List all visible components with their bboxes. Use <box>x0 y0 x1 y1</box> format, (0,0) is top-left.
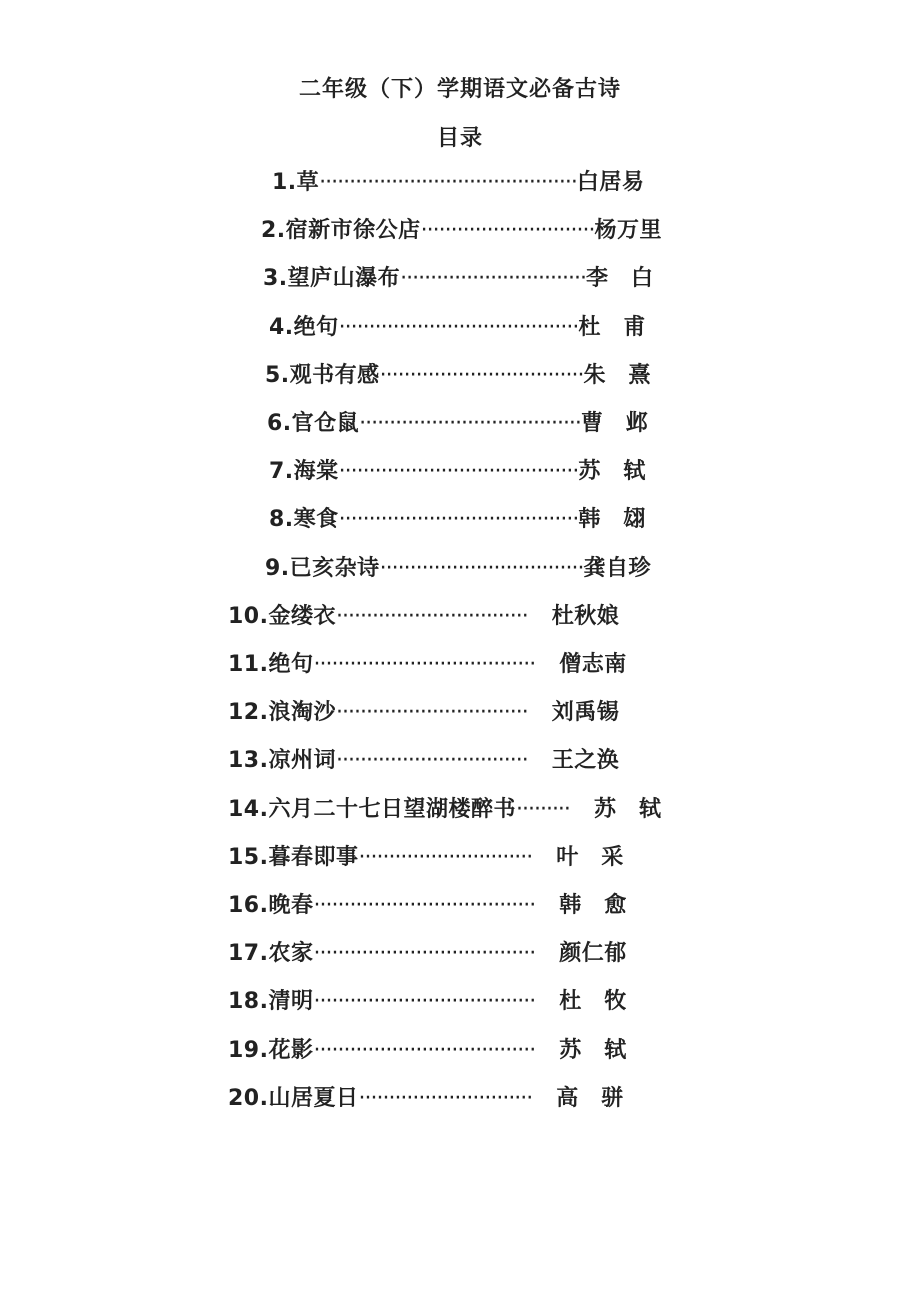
toc-entry-leader: ····································· <box>359 411 581 436</box>
toc-entry-leader: ··········································· <box>319 170 577 195</box>
toc-entry-title: 19.花影 <box>228 1038 314 1063</box>
toc-entry-leader: ····································· <box>313 989 536 1014</box>
toc-entry <box>267 409 648 439</box>
toc-entry-title: 5.观书有感 <box>265 363 380 388</box>
toc-entry-leader: ································ <box>335 604 528 629</box>
toc-entry-title: 4.绝句 <box>269 315 339 340</box>
toc-entry <box>228 1036 627 1066</box>
toc-entry-title: 17.农家 <box>228 941 314 966</box>
toc-heading: 目录 <box>436 126 483 151</box>
toc-entry-author: 杜 牧 <box>559 989 627 1014</box>
toc-entry-leader: ·································· <box>379 556 584 581</box>
toc-entry-title: 11.绝句 <box>228 652 314 677</box>
toc-entry-title: 18.清明 <box>228 989 314 1014</box>
toc-entry-author: 韩 翃 <box>578 507 646 532</box>
toc-entry-author: 李 白 <box>585 266 654 291</box>
toc-entry <box>228 650 627 680</box>
toc-entry-author: 杨万里 <box>594 218 662 243</box>
toc-entry-title: 13.凉州词 <box>228 748 336 773</box>
toc-entry-author: 韩 愈 <box>559 893 627 918</box>
toc-entry <box>269 457 646 487</box>
toc-entry-author: 苏 轼 <box>559 1038 627 1063</box>
toc-entry-leader: ································ <box>335 700 528 725</box>
toc-entry <box>269 505 646 535</box>
toc-entry <box>269 313 646 343</box>
toc-entry-author: 朱 熹 <box>583 363 651 388</box>
toc-entry <box>272 168 644 198</box>
toc-entry-title: 15.暮春即事 <box>228 845 359 870</box>
toc-entry-title: 2.宿新市徐公店 <box>261 218 421 243</box>
toc-entry-title: 10.金缕衣 <box>228 604 336 629</box>
toc-entry-title: 7.海棠 <box>269 459 339 484</box>
toc-entry-title: 14.六月二十七日望湖楼醉书 <box>228 797 516 822</box>
toc-entry <box>228 891 627 921</box>
toc-entry <box>228 698 619 728</box>
toc-entry <box>228 795 661 825</box>
toc-entry-author: 刘禹锡 <box>551 700 620 725</box>
toc-entry-author: 白居易 <box>576 170 645 195</box>
toc-entry-title: 1.草 <box>272 170 320 195</box>
toc-entry-title: 12.浪淘沙 <box>228 700 336 725</box>
toc-entry-leader: ····························· <box>358 1086 533 1111</box>
toc-entry-leader: ····························· <box>420 218 595 243</box>
toc-entry-author: 龚自珍 <box>583 556 651 581</box>
toc-entry-title: 8.寒食 <box>269 507 339 532</box>
toc-entry <box>228 843 624 873</box>
toc-entry <box>261 216 662 246</box>
toc-entry <box>265 554 651 584</box>
toc-entry-leader: ································ <box>335 748 528 773</box>
toc-entry-author: 杜秋娘 <box>551 604 620 629</box>
toc-entry-leader: ········································ <box>338 315 579 340</box>
toc-entry <box>228 602 619 632</box>
toc-entry-title: 6.官仓鼠 <box>267 411 360 436</box>
toc-entry-leader: ········································ <box>338 459 579 484</box>
toc-entry-title: 3.望庐山瀑布 <box>263 266 401 291</box>
toc-entry-author: 叶 采 <box>556 845 624 870</box>
toc-entry-author: 僧志南 <box>559 652 627 677</box>
toc-entry-leader: ····································· <box>313 1038 536 1063</box>
document-title: 二年级（下）学期语文必备古诗 <box>298 77 621 102</box>
toc-entry <box>263 264 653 294</box>
toc-entry-leader: ····································· <box>313 652 536 677</box>
toc-entry-leader: ········· <box>515 797 570 822</box>
toc-entry <box>228 939 627 969</box>
toc-entry-author: 王之涣 <box>551 748 620 773</box>
toc-entry-author: 苏 轼 <box>593 797 662 822</box>
toc-entry-leader: ····································· <box>313 941 536 966</box>
toc-entry-title: 16.晚春 <box>228 893 314 918</box>
toc-entry-leader: ····························· <box>358 845 533 870</box>
toc-entry-leader: ····································· <box>313 893 536 918</box>
toc-entry-author: 高 骈 <box>556 1086 624 1111</box>
toc-entry <box>228 987 627 1017</box>
toc-entry <box>265 361 651 391</box>
toc-entry-author: 曹 邺 <box>580 411 649 436</box>
toc-entry-leader: ·································· <box>379 363 584 388</box>
toc-entry-title: 20.山居夏日 <box>228 1086 359 1111</box>
toc-entry <box>228 746 619 776</box>
toc-entry-leader: ······························· <box>400 266 586 291</box>
toc-entry-author: 苏 轼 <box>578 459 646 484</box>
toc-entry-author: 颜仁郁 <box>559 941 627 966</box>
toc-entry <box>228 1084 624 1114</box>
toc-entry-title: 9.已亥杂诗 <box>265 556 380 581</box>
toc-entry-author: 杜 甫 <box>578 315 646 340</box>
toc-entry-leader: ········································ <box>338 507 579 532</box>
